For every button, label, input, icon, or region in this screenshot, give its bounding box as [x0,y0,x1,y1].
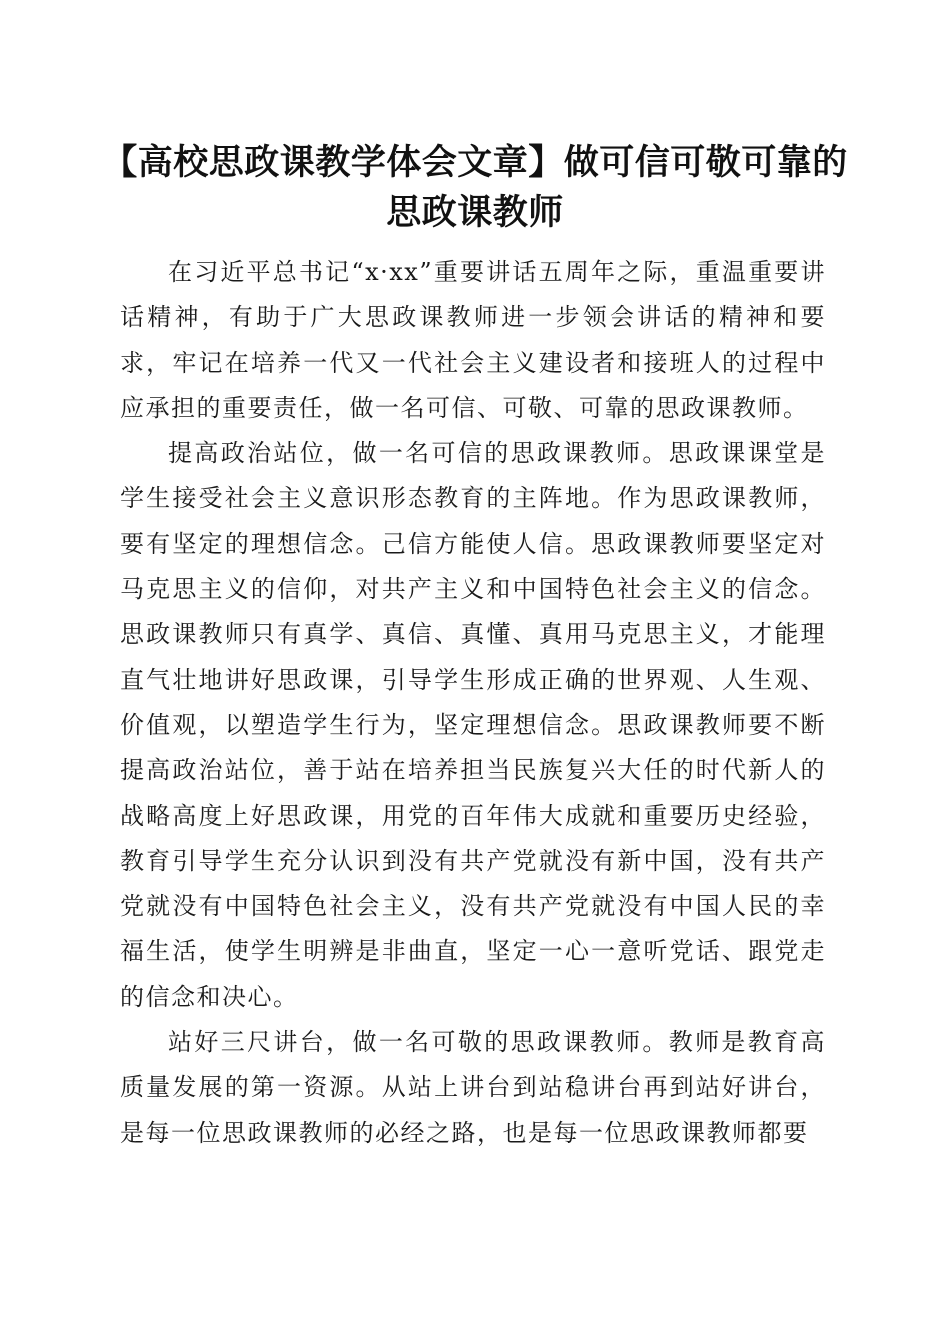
paragraph-intro: 在习近平总书记“x·xx”重要讲话五周年之际，重温重要讲话精神，有助于广大思政课教师进一步领会讲话的精神和要求，牢记在培养一代又一代社会主义建设者和接班人的过程中应承担的重要责任，做一名可信、可敬、可靠的思政课教师。 [120,258,826,422]
paragraph-credible-teacher: 提高政治站位，做一名可信的思政课教师。思政课课堂是学生接受社会主义意识形态教育的主阵地。作为思政课教师，要有坚定的理想信念。己信方能使人信。思政课教师要坚定对马克思主义的信仰，对共产主义和中国特色社会主义的信念。思政课教师只有真学、真信、真懂、真用马克思主义，才能理直气壮地讲好思政课，引导学生形成正确的世界观、人生观、价值观，以塑造学生行为，坚定理想信念。思政课教师要不断提高政治站位，善于站在培养担当民族复兴大任的时代新人的战略高度上好思政课，用党的百年伟大成就和重要历史经验，教育引导学生充分认识到没有共产党就没有新中国，没有共产党就没有中国特色社会主义，没有共产党就没有中国人民的幸福生活，使学生明辨是非曲直，坚定一心一意听党话、跟党走的信念和决心。 [120,439,826,1011]
paragraph-respectable-teacher: 站好三尺讲台，做一名可敬的思政课教师。教师是教育高质量发展的第一资源。从站上讲台到站稳讲台再到站好讲台，是每一位思政课教师的必经之路，也是每一位思政课教师都要 [120,1028,826,1147]
document-body [120,250,826,1156]
document-title: 【高校思政课教学体会文章】做可信可敬可靠的思政课教师 [102,142,848,233]
